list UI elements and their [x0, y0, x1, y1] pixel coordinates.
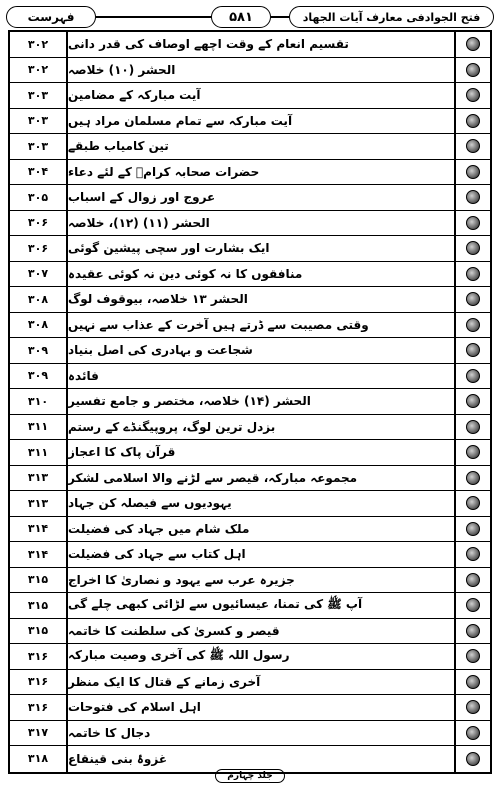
bullet-cell — [454, 338, 490, 363]
bullet-icon — [466, 624, 480, 638]
bullet-icon — [466, 573, 480, 587]
entry-title: مجموعہ مبارکہ، قیصر سے لڑنے والا اسلامی لشکر — [68, 470, 358, 485]
bullet-icon — [466, 114, 480, 128]
table-row[interactable] — [10, 389, 490, 415]
table-row[interactable] — [10, 466, 490, 492]
volume-label: جلد چہارم — [215, 769, 285, 783]
table-row[interactable] — [10, 517, 490, 543]
bullet-icon — [466, 752, 480, 766]
table-row[interactable] — [10, 542, 490, 568]
page-reference: ۳۰۳ — [10, 83, 68, 108]
page-reference: ۳۰۴ — [10, 160, 68, 185]
bullet-cell — [454, 32, 490, 57]
entry-title: الحشر ۱۳ خلاصہ، بیوقوف لوگ — [68, 292, 248, 307]
bullet-cell — [454, 83, 490, 108]
page-reference: ۳۰۷ — [10, 262, 68, 287]
bullet-icon — [466, 369, 480, 383]
entry-title: قرآن پاک کا اعجاز — [68, 445, 176, 460]
bullet-icon — [466, 598, 480, 612]
entry-title: الحشر (۱۱) (۱۲)، خلاصہ — [68, 215, 210, 230]
entry-title: یہودیوں سے فیصلہ کن جہاد — [68, 496, 232, 511]
page-reference: ۳۱۸ — [10, 746, 68, 772]
page-reference: ۳۰۲ — [10, 32, 68, 57]
table-row[interactable] — [10, 670, 490, 696]
bullet-cell — [454, 134, 490, 159]
header-divider-left — [96, 16, 211, 18]
table-row[interactable] — [10, 109, 490, 135]
table-row[interactable] — [10, 593, 490, 619]
table-row[interactable] — [10, 160, 490, 186]
entry-title: حضرات صحابہ کرامؓ کے لئے دعاء — [68, 164, 260, 179]
bullet-icon — [466, 394, 480, 408]
entry-title: فائدہ — [68, 368, 99, 383]
table-row[interactable] — [10, 262, 490, 288]
table-row[interactable] — [10, 644, 490, 670]
bullet-cell — [454, 109, 490, 134]
bullet-cell — [454, 211, 490, 236]
entry-title: آیت مبارکہ کے مضامین — [68, 88, 201, 103]
page-reference: ۳۰۶ — [10, 211, 68, 236]
bullet-cell — [454, 160, 490, 185]
table-row[interactable] — [10, 415, 490, 441]
bullet-cell — [454, 491, 490, 516]
page-reference: ۳۱۱ — [10, 415, 68, 440]
entry-title: ملک شام میں جہاد کی فضیلت — [68, 521, 250, 536]
bullet-cell — [454, 695, 490, 720]
page-reference: ۳۱۶ — [10, 695, 68, 720]
bullet-icon — [466, 88, 480, 102]
page-reference: ۳۰۳ — [10, 109, 68, 134]
bullet-cell — [454, 644, 490, 669]
page-reference: ۳۱۵ — [10, 619, 68, 644]
entry-title: بزدل ترین لوگ، پروپیگنڈے کے رستم — [68, 419, 276, 434]
table-row[interactable] — [10, 619, 490, 645]
bullet-icon — [466, 649, 480, 663]
page-reference: ۳۱۴ — [10, 542, 68, 567]
entry-title: ایک بشارت اور سچی پیشین گوئی — [68, 241, 270, 256]
bullet-icon — [466, 190, 480, 204]
bullet-icon — [466, 675, 480, 689]
page-reference: ۳۱۳ — [10, 466, 68, 491]
bullet-icon — [466, 522, 480, 536]
book-title: فتح الجوادفی معارف آیات الجھاد — [289, 6, 494, 28]
entry-title: عروج اور زوال کے اسباب — [68, 190, 216, 205]
table-row[interactable] — [10, 134, 490, 160]
table-row[interactable] — [10, 364, 490, 390]
bullet-cell — [454, 364, 490, 389]
bullet-icon — [466, 139, 480, 153]
bullet-icon — [466, 165, 480, 179]
entry-title: الحشر (۱۴) خلاصہ، مختصر و جامع تفسیر — [68, 394, 311, 409]
bullet-icon — [466, 471, 480, 485]
bullet-icon — [466, 63, 480, 77]
table-row[interactable] — [10, 313, 490, 339]
bullet-cell — [454, 619, 490, 644]
page-number: ۵۸۱ — [211, 6, 271, 28]
bullet-cell — [454, 287, 490, 312]
bullet-cell — [454, 313, 490, 338]
page-reference: ۳۱۶ — [10, 644, 68, 669]
page-reference: ۳۱۳ — [10, 491, 68, 516]
bullet-cell — [454, 415, 490, 440]
table-row[interactable] — [10, 32, 490, 58]
page-reference: ۳۰۹ — [10, 364, 68, 389]
bullet-icon — [466, 445, 480, 459]
table-row[interactable] — [10, 491, 490, 517]
table-row[interactable] — [10, 83, 490, 109]
bullet-icon — [466, 241, 480, 255]
bullet-icon — [466, 37, 480, 51]
header-divider-right — [271, 16, 289, 18]
table-row[interactable] — [10, 185, 490, 211]
page-reference: ۳۰۸ — [10, 287, 68, 312]
page-reference: ۳۱۴ — [10, 517, 68, 542]
entry-title: تقسیم انعام کے وقت اچھے اوصاف کی قدر دانی — [68, 37, 349, 52]
entry-title: قیصر و کسریٰ کی سلطنت کا خاتمہ — [68, 623, 280, 638]
page-reference: ۳۰۶ — [10, 236, 68, 261]
entry-title: اہل کتاب سے جہاد کی فضیلت — [68, 547, 246, 562]
bullet-cell — [454, 466, 490, 491]
entry-title: رسول اللہ ﷺ کی آخری وصیت مبارکہ — [68, 647, 290, 662]
page-reference: ۳۰۵ — [10, 185, 68, 210]
table-row[interactable] — [10, 721, 490, 747]
entry-title: اہل اسلام کی فتوحات — [68, 700, 201, 715]
bullet-icon — [466, 420, 480, 434]
bullet-cell — [454, 440, 490, 465]
index-label: فہرست — [6, 6, 96, 28]
page-reference: ۳۱۱ — [10, 440, 68, 465]
bullet-cell — [454, 593, 490, 618]
bullet-icon — [466, 292, 480, 306]
bullet-icon — [466, 267, 480, 281]
entry-title: آیت مبارکہ سے تمام مسلمان مراد ہیں — [68, 113, 293, 128]
bullet-icon — [466, 496, 480, 510]
bullet-icon — [466, 216, 480, 230]
entry-title: شجاعت و بہادری کی اصل بنیاد — [68, 343, 253, 358]
page-reference: ۳۱۰ — [10, 389, 68, 414]
table-row[interactable] — [10, 287, 490, 313]
page-reference: ۳۰۳ — [10, 134, 68, 159]
entry-title: وقتی مصیبت سے ڈرتے ہیں آخرت کے عذاب سے نہیں — [68, 317, 369, 332]
bullet-icon — [466, 318, 480, 332]
table-row[interactable] — [10, 746, 490, 772]
table-row[interactable] — [10, 568, 490, 594]
table-of-contents — [8, 30, 492, 774]
page-header — [6, 6, 494, 28]
page-reference: ۳۱۵ — [10, 593, 68, 618]
bullet-cell — [454, 185, 490, 210]
entry-title: آپ ﷺ کی تمنا، عیسائیوں سے لڑائی کبھی چلے گی — [68, 596, 363, 611]
page-reference: ۳۱۵ — [10, 568, 68, 593]
bullet-icon — [466, 726, 480, 740]
bullet-cell — [454, 389, 490, 414]
table-row[interactable] — [10, 211, 490, 237]
bullet-icon — [466, 547, 480, 561]
page-reference: ۳۱۷ — [10, 721, 68, 746]
table-row[interactable] — [10, 695, 490, 721]
bullet-cell — [454, 542, 490, 567]
entry-title: غزوۂ بنی قینقاع — [68, 751, 168, 766]
bullet-icon — [466, 343, 480, 357]
page-reference: ۳۰۲ — [10, 58, 68, 83]
bullet-cell — [454, 58, 490, 83]
bullet-cell — [454, 517, 490, 542]
entry-title: منافقوں کا نہ کوئی دین نہ کوئی عقیدہ — [68, 266, 303, 281]
entry-title: دجال کا خاتمہ — [68, 725, 151, 740]
bullet-cell — [454, 568, 490, 593]
table-row[interactable] — [10, 338, 490, 364]
bullet-cell — [454, 721, 490, 746]
entry-title: جزیرہ عرب سے یہود و نصاریٰ کا اخراج — [68, 572, 295, 587]
bullet-icon — [466, 700, 480, 714]
page-reference: ۳۱۶ — [10, 670, 68, 695]
page-reference: ۳۰۸ — [10, 313, 68, 338]
bullet-cell — [454, 746, 490, 772]
entry-title: تین کامیاب طبقے — [68, 139, 169, 154]
bullet-cell — [454, 236, 490, 261]
page-reference: ۳۰۹ — [10, 338, 68, 363]
entry-title: الحشر (۱۰) خلاصہ — [68, 62, 176, 77]
table-row[interactable] — [10, 236, 490, 262]
entry-title: آخری زمانے کے قتال کا ایک منظر — [68, 674, 261, 689]
table-row[interactable] — [10, 58, 490, 84]
bullet-cell — [454, 670, 490, 695]
table-row[interactable] — [10, 440, 490, 466]
bullet-cell — [454, 262, 490, 287]
